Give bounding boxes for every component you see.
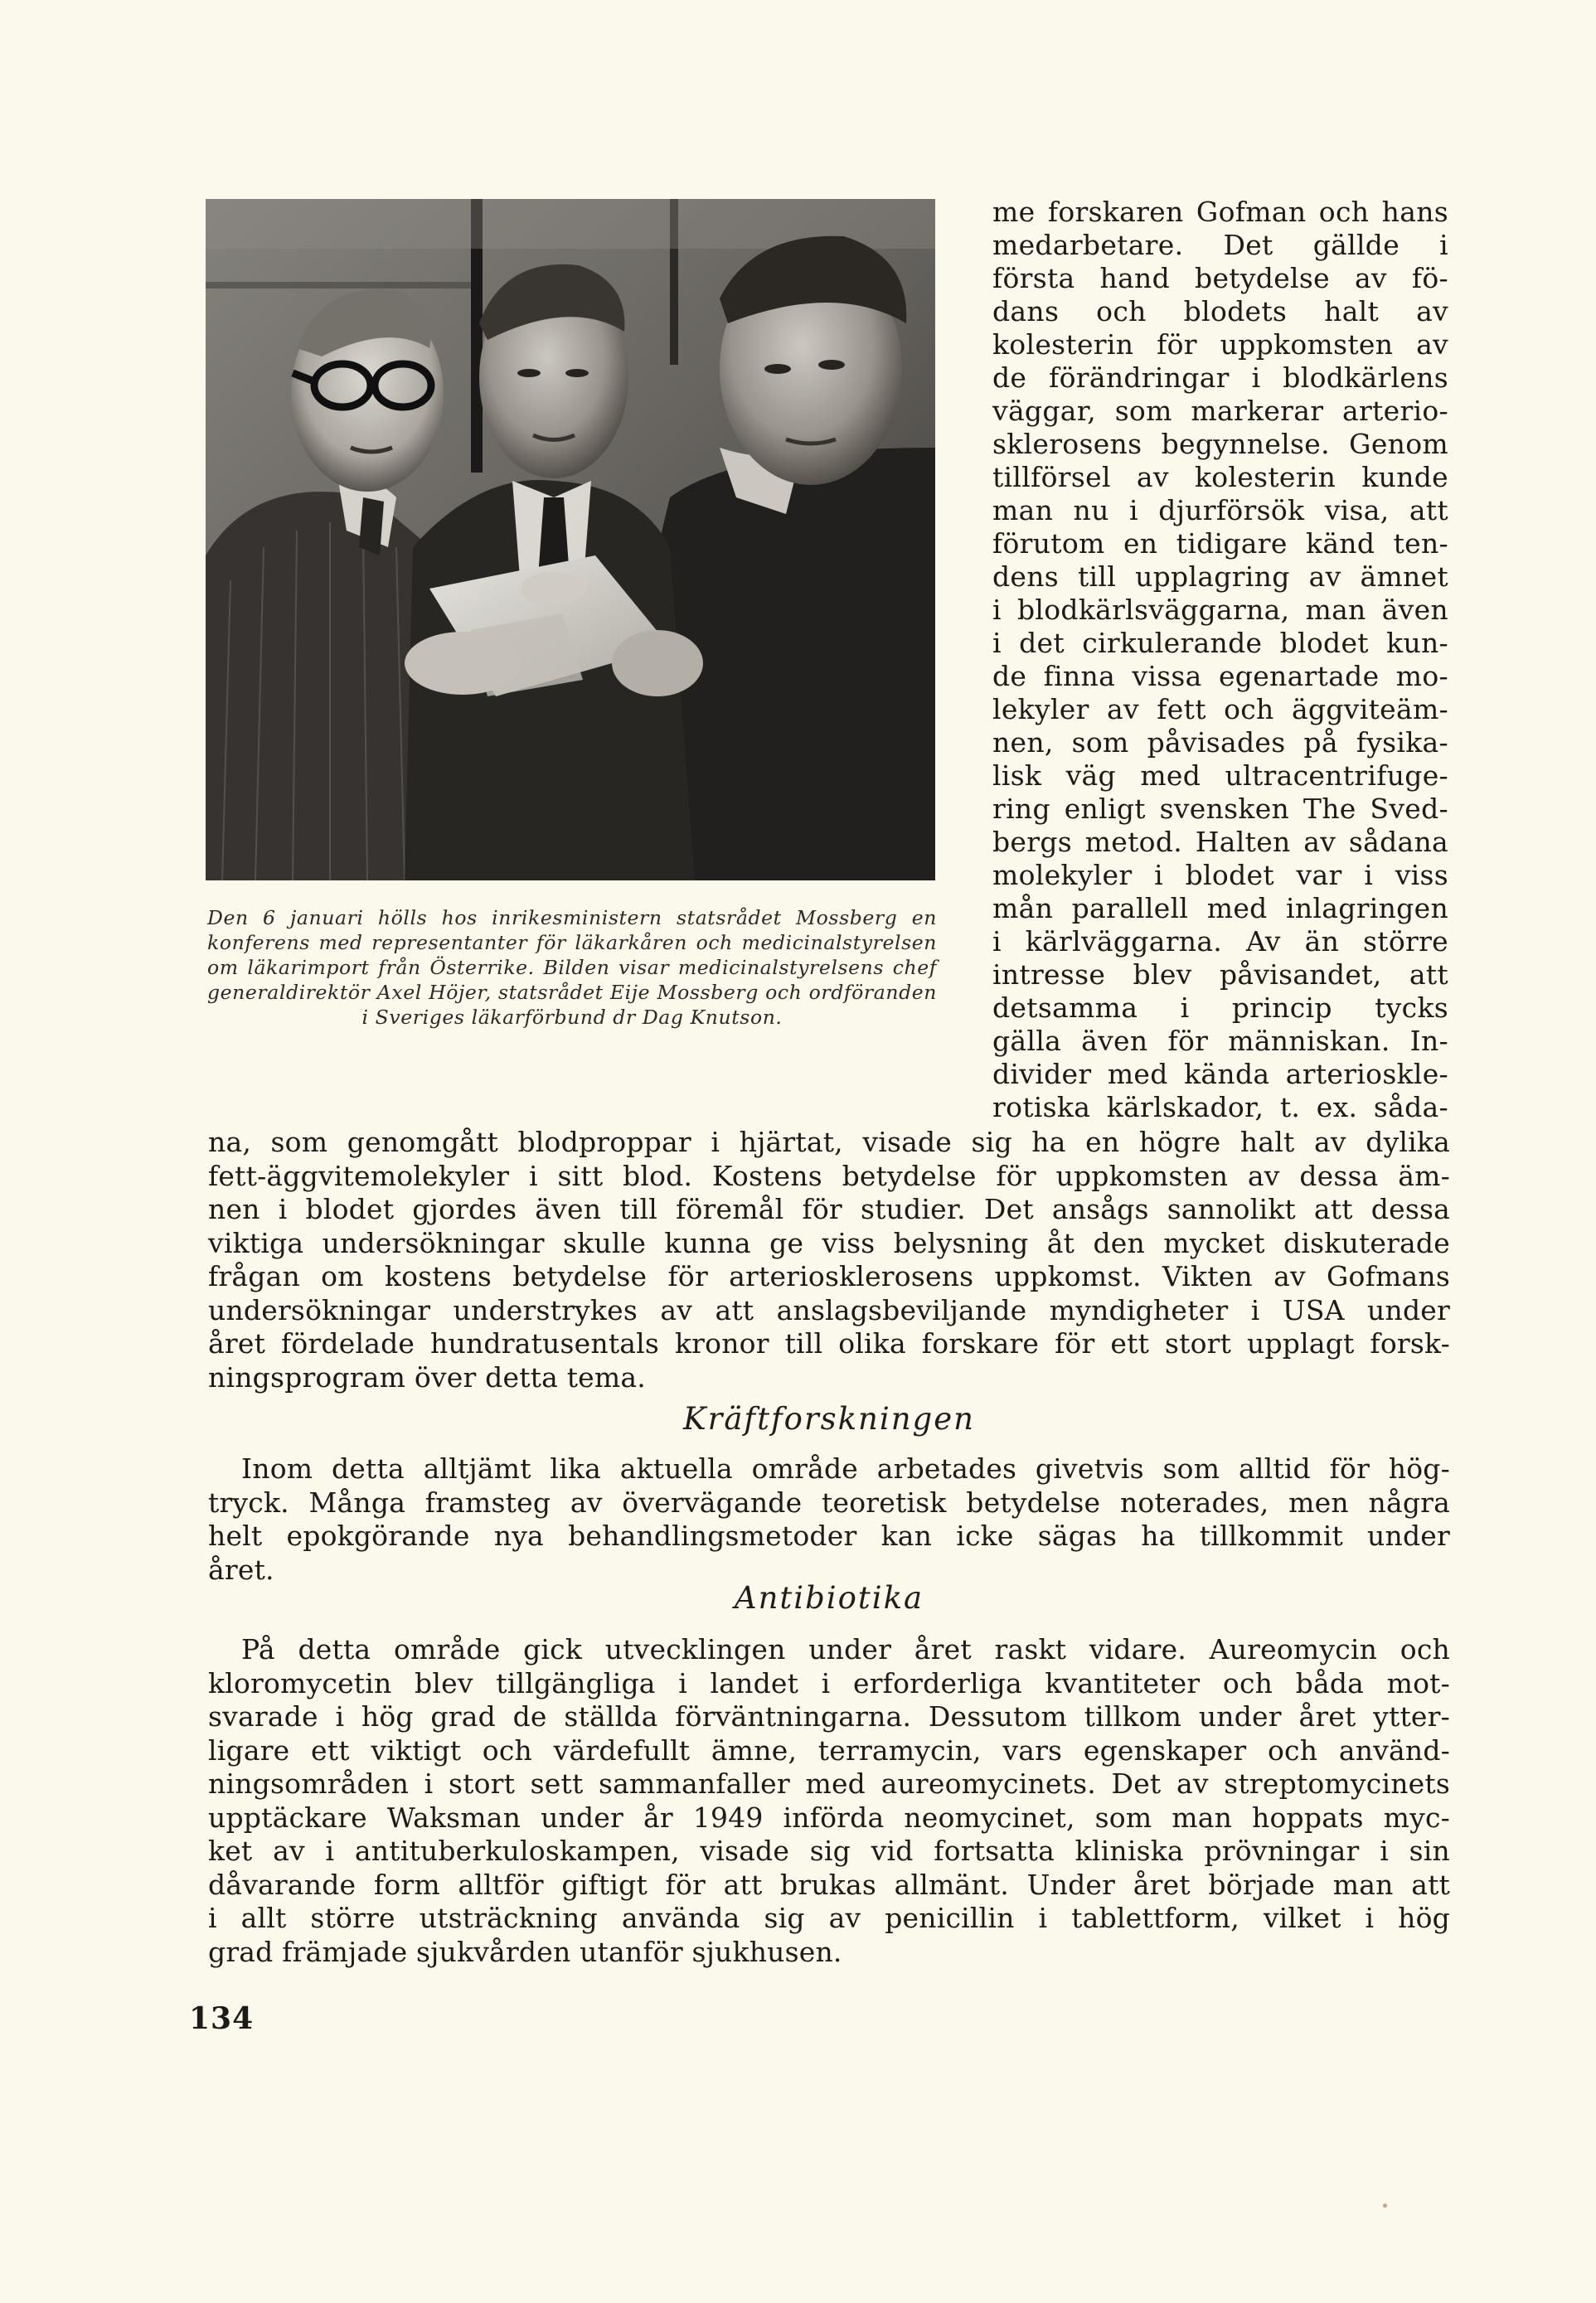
text-line: ligare ett viktigt och värdefullt ämne, terramycin, vars egenskaper och använd-: [208, 1733, 1450, 1767]
text-line: året fördelade hundratusentals kronor till olika forskare för ett stort upplagt forsk-: [208, 1327, 1450, 1360]
text-line: förutom en tidigare känd ten-: [992, 527, 1448, 560]
text-line: molekyler i blodet var i viss: [992, 859, 1448, 891]
text-line: detsamma i princip tycks: [992, 992, 1448, 1024]
text-line: ningsprogram över detta tema.: [208, 1360, 646, 1394]
section-body-kraftforskningen: [208, 1452, 1450, 1587]
text-line: na, som genomgått blodproppar i hjärtat, visade sig ha en högre halt av dylika: [208, 1126, 1450, 1158]
text-line: första hand betydelse av fö-: [992, 262, 1448, 294]
section-heading-antibiotika: Antibiotika: [734, 1580, 924, 1616]
text-line: dans och blodets halt av: [992, 295, 1448, 327]
text-line: i allt större utsträckning använda sig av penicillin i tablettform, vilket i hög: [208, 1902, 1450, 1934]
text-line: ring enligt svensken The Sved-: [992, 793, 1448, 825]
text-line: lekyler av fett och äggviteäm-: [992, 693, 1448, 725]
text-line: väggar, som markerar arterio-: [992, 395, 1448, 427]
text-line: frågan om kostens betydelse för arteriosklerosens uppkomst. Vikten av Gofmans: [208, 1260, 1450, 1292]
text-line: svarade i hög grad de ställda förväntningarna. Dessutom tillkom under året ytter-: [208, 1700, 1450, 1733]
continuation-paragraph: [208, 1126, 1450, 1394]
text-line: året.: [208, 1553, 274, 1586]
text-line: ningsområden i stort sett sammanfaller med aureomycinets. Det av streptomycinets: [208, 1767, 1450, 1800]
text-line: Inom detta alltjämt lika aktuella område arbetades givetvis som alltid för hög-: [241, 1452, 1450, 1485]
section-heading-kraftforskningen: Kräftforskningen: [683, 1401, 975, 1437]
photo-three-men-reading-document-icon: [206, 199, 935, 880]
text-line: sklerosens begynnelse. Genom: [992, 428, 1448, 460]
text-line: kloromycetin blev tillgängliga i landet i erforderliga kvantiteter och båda mot-: [208, 1666, 1450, 1699]
text-line: i det cirkulerande blodet kun-: [992, 627, 1448, 659]
page-number: 134: [189, 2001, 255, 2036]
text-line: de förändringar i blodkärlens: [992, 361, 1448, 394]
text-line: På detta område gick utvecklingen under året raskt vidare. Aureomycin och: [241, 1633, 1450, 1665]
text-line: fett-äggvitemolekyler i sitt blod. Kostens betydelse för uppkomsten av dessa äm-: [208, 1159, 1450, 1192]
text-line: divider med kända arterioskle-: [992, 1058, 1448, 1090]
text-line: lisk väg med ultracentrifuge-: [992, 759, 1448, 792]
text-line: kolesterin för uppkomsten av: [992, 328, 1448, 361]
text-line: de finna vissa egenartade mo-: [992, 660, 1448, 692]
text-line: grad främjade sjukvården utanför sjukhusen.: [208, 1935, 842, 1968]
text-line: man nu i djurförsök visa, att: [992, 494, 1448, 526]
text-line: nen i blodet gjordes även till föremål för studier. Det ansågs sannolikt att dessa: [208, 1193, 1450, 1225]
section-body-antibiotika: [208, 1633, 1450, 1969]
photograph: [206, 199, 935, 880]
text-line: mån parallell med inlagringen: [992, 892, 1448, 924]
text-line: dens till upplagring av ämnet: [992, 560, 1448, 593]
text-line: ket av i antituberkuloskampen, visade sig vid fortsatta kliniska prövningar i sin: [208, 1835, 1450, 1867]
right-column-text: [992, 196, 1448, 1124]
text-line: upptäckare Waksman under år 1949 införda neomycinet, som man hoppats myc-: [208, 1801, 1450, 1834]
text-line: rotiska kärlskador, t. ex. såda-: [992, 1091, 1448, 1123]
text-line: me forskaren Gofman och hans: [992, 196, 1448, 228]
photo-caption: Den 6 januari hölls hos inrikesministern statsrådet Mossberg en konferens med representanter för läkarkåren och medicinalstyrelsen om läkarimport från Österrike. Bilden visar medicinalstyrelsens chef generaldirektör Axel Höjer, statsrådet Eije Mossberg och ordföranden i Sveriges läkarförbund dr Dag Knutson.: [207, 906, 937, 1029]
text-line: helt epokgörande nya behandlingsmetoder kan icke sägas ha tillkommit under: [208, 1520, 1450, 1552]
text-line: i blodkärlsväggarna, man även: [992, 594, 1448, 626]
text-line: undersökningar understrykes av att anslagsbeviljande myndigheter i USA under: [208, 1293, 1450, 1326]
text-line: tryck. Många framsteg av övervägande teoretisk betydelse noterades, men några: [208, 1486, 1450, 1519]
text-line: medarbetare. Det gällde i: [992, 229, 1448, 261]
text-line: viktiga undersökningar skulle kunna ge viss belysning åt den mycket diskuterade: [208, 1226, 1450, 1259]
paper-speck: [1383, 2204, 1387, 2208]
text-line: dåvarande form alltför giftigt för att brukas allmänt. Under året började man att: [208, 1868, 1450, 1901]
text-line: nen, som påvisades på fysika-: [992, 726, 1448, 759]
text-line: gälla även för människan. In-: [992, 1025, 1448, 1057]
text-line: i kärlväggarna. Av än större: [992, 925, 1448, 958]
text-line: tillförsel av kolesterin kunde: [992, 461, 1448, 493]
text-line: intresse blev påvisandet, att: [992, 958, 1448, 991]
text-line: bergs metod. Halten av sådana: [992, 826, 1448, 858]
